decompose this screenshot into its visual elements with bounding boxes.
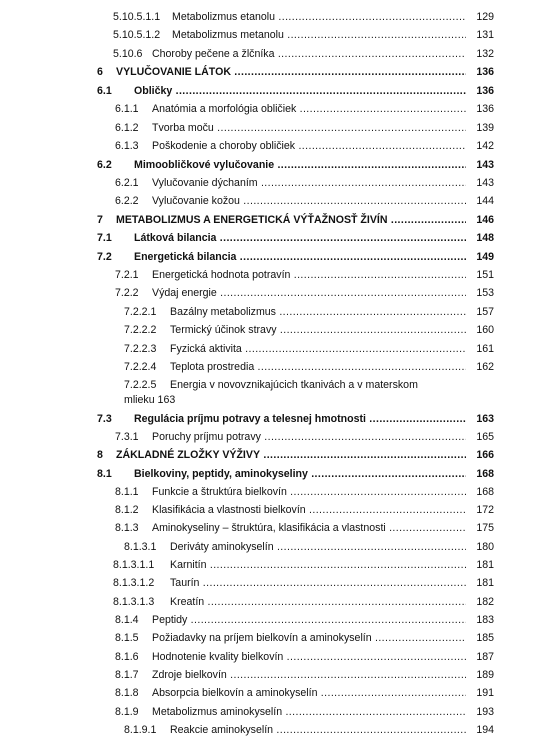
toc-entry-title: Choroby pečene a žlčníka ..... bbox=[152, 46, 468, 63]
toc-entry[interactable] bbox=[0, 175, 560, 192]
toc-entry-page: 146 bbox=[466, 212, 494, 229]
toc-entry[interactable] bbox=[0, 685, 560, 702]
toc-entry[interactable] bbox=[0, 27, 560, 44]
toc-entry[interactable] bbox=[0, 575, 560, 592]
toc-entry-page: 161 bbox=[466, 341, 494, 358]
toc-entry-number: 8.1.1 bbox=[115, 486, 139, 498]
toc-entry-number: 7.2.2.3 bbox=[124, 343, 157, 355]
toc-entry-title-continued: mlieku 163 bbox=[124, 394, 176, 406]
toc-entry-title: Absorpcia bielkovín a aminokyselín ..... bbox=[152, 685, 468, 702]
toc-entry-title: Funkcie a štruktúra bielkovín ..... bbox=[152, 484, 468, 501]
toc-entry-page: 185 bbox=[466, 630, 494, 647]
toc-entry[interactable] bbox=[0, 557, 560, 574]
toc-entry-number: 8.1.3.1.2 bbox=[113, 577, 155, 589]
toc-entry-title: Poškodenie a choroby obličiek ..... bbox=[152, 138, 468, 155]
toc-entry[interactable] bbox=[0, 612, 560, 629]
toc-entry-title: Energetická hodnota potravín ..... bbox=[152, 267, 468, 284]
toc-entry-number: 7.2.2.2 bbox=[124, 324, 157, 336]
toc-entry-number: 6.2 bbox=[97, 159, 112, 171]
toc-entry-page: 194 bbox=[466, 722, 494, 739]
toc-entry-page: 182 bbox=[466, 594, 494, 611]
toc-entry[interactable] bbox=[0, 722, 560, 739]
toc-entry-number: 7.2 bbox=[97, 251, 112, 263]
toc-entry-title: Reakcie aminokyselín ..... bbox=[170, 722, 468, 739]
toc-entry[interactable] bbox=[0, 359, 560, 376]
toc-entry[interactable] bbox=[0, 429, 560, 446]
toc-entry-title: Obličky ..... bbox=[134, 83, 468, 100]
toc-entry[interactable] bbox=[0, 193, 560, 210]
toc-entry-title: VYLUČOVANIE LÁTOK ..... bbox=[116, 64, 468, 81]
toc-entry-number: 8.1.4 bbox=[115, 614, 139, 626]
toc-entry-number: 8.1.9 bbox=[115, 706, 139, 718]
toc-entry-title: Bazálny metabolizmus ..... bbox=[170, 304, 468, 321]
toc-entry-page: 151 bbox=[466, 267, 494, 284]
toc-entry-title: Hodnotenie kvality bielkovín ..... bbox=[152, 649, 468, 666]
toc-entry-page: 131 bbox=[466, 27, 494, 44]
toc-entry[interactable] bbox=[0, 704, 560, 721]
toc-entry-number: 5.10.5.1.1 bbox=[113, 11, 161, 23]
toc-entry-title: Bielkoviny, peptidy, aminokyseliny ..... bbox=[134, 466, 468, 483]
toc-entry-number: 8.1.3.1.3 bbox=[113, 596, 155, 608]
toc-entry[interactable] bbox=[0, 630, 560, 647]
toc-entry-title: Vylučovanie dýchaním ..... bbox=[152, 175, 468, 192]
toc-entry-number: 8.1.7 bbox=[115, 669, 139, 681]
toc-entry-page: 162 bbox=[466, 359, 494, 376]
toc-entry-title: Regulácia príjmu potravy a telesnej hmotnosti ..... bbox=[134, 411, 468, 428]
toc-entry-page: 142 bbox=[466, 138, 494, 155]
toc-entry-page: 157 bbox=[466, 304, 494, 321]
toc-entry-page: 181 bbox=[466, 575, 494, 592]
toc-entry-number: 7.2.2.4 bbox=[124, 361, 157, 373]
toc-entry[interactable] bbox=[0, 64, 560, 81]
toc-entry-title: Zdroje bielkovín ..... bbox=[152, 667, 468, 684]
toc-entry[interactable] bbox=[0, 83, 560, 100]
toc-entry-title: Vylučovanie kožou ..... bbox=[152, 193, 468, 210]
toc-entry-title: Požiadavky na príjem bielkovín a aminokyselín ..... bbox=[152, 630, 468, 647]
toc-entry-title: Tvorba moču ..... bbox=[152, 120, 468, 137]
toc-entry-title: Fyzická aktivita ..... bbox=[170, 341, 468, 358]
toc-entry-page: 143 bbox=[466, 175, 494, 192]
toc-entry[interactable] bbox=[0, 230, 560, 247]
toc-entry[interactable] bbox=[0, 466, 560, 483]
toc-entry-title: Klasifikácia a vlastnosti bielkovín ..... bbox=[152, 502, 468, 519]
toc-entry-title: Anatómia a morfológia obličiek ..... bbox=[152, 101, 468, 118]
toc-entry-page: 129 bbox=[466, 9, 494, 26]
toc-entry-title: ZÁKLADNÉ ZLOŽKY VÝŽIVY ..... bbox=[116, 447, 468, 464]
toc-entry-page: 136 bbox=[466, 101, 494, 118]
toc-entry-number: 7.1 bbox=[97, 232, 112, 244]
toc-entry[interactable] bbox=[0, 594, 560, 611]
toc-entry-page: 148 bbox=[466, 230, 494, 247]
toc-entry-title: Karnitín ..... bbox=[170, 557, 468, 574]
toc-entry[interactable] bbox=[0, 520, 560, 537]
toc-entry[interactable] bbox=[0, 447, 560, 464]
toc-entry-title: Energetická bilancia ..... bbox=[134, 249, 468, 266]
toc-entry[interactable] bbox=[0, 377, 560, 411]
toc-entry-page: 160 bbox=[466, 322, 494, 339]
toc-entry-page: 136 bbox=[466, 83, 494, 100]
toc-entry-page: 165 bbox=[466, 429, 494, 446]
toc-entry-number: 8.1 bbox=[97, 468, 112, 480]
toc-entry[interactable] bbox=[0, 667, 560, 684]
toc-entry-title: Teplota prostredia ..... bbox=[170, 359, 468, 376]
toc-entry-page: 181 bbox=[466, 557, 494, 574]
toc-entry-page: 143 bbox=[466, 157, 494, 174]
toc-entry-title: Energia v novovznikajúcich tkanivách a v materskom bbox=[170, 379, 418, 391]
toc-entry[interactable] bbox=[0, 46, 560, 63]
toc-entry[interactable] bbox=[0, 249, 560, 266]
toc-entry[interactable] bbox=[0, 649, 560, 666]
toc-entry-number: 7.3 bbox=[97, 413, 112, 425]
toc-entry-page: 163 bbox=[466, 411, 494, 428]
toc-entry-number: 7.3.1 bbox=[115, 431, 139, 443]
toc-entry-number: 6.1.1 bbox=[115, 103, 139, 115]
toc-entry[interactable] bbox=[0, 9, 560, 26]
toc-entry-number: 7.2.2.5 bbox=[124, 379, 157, 391]
toc-entry-page: 136 bbox=[466, 64, 494, 81]
toc-entry-title: Mimoobličkové vylučovanie ..... bbox=[134, 157, 468, 174]
toc-entry-title: Metabolizmus aminokyselín ..... bbox=[152, 704, 468, 721]
toc-entry[interactable] bbox=[0, 341, 560, 358]
toc-entry-title: Aminokyseliny – štruktúra, klasifikácia a vlastnosti ..... bbox=[152, 520, 468, 537]
toc-entry-number: 6.2.2 bbox=[115, 195, 139, 207]
toc-entry[interactable] bbox=[0, 120, 560, 137]
toc-entry-title: Deriváty aminokyselín ..... bbox=[170, 539, 468, 556]
toc-entry-number: 6.1.3 bbox=[115, 140, 139, 152]
toc-entry[interactable] bbox=[0, 267, 560, 284]
toc-entry-page: 153 bbox=[466, 285, 494, 302]
toc-entry-page: 187 bbox=[466, 649, 494, 666]
toc-entry-number: 8.1.3.1.1 bbox=[113, 559, 155, 571]
toc-entry-page: 175 bbox=[466, 520, 494, 537]
toc-entry-number: 8.1.5 bbox=[115, 632, 139, 644]
toc-entry-title: Poruchy príjmu potravy ..... bbox=[152, 429, 468, 446]
toc-entry-number: 8.1.2 bbox=[115, 504, 139, 516]
toc-entry-number: 7.2.2.1 bbox=[124, 306, 157, 318]
toc-entry[interactable] bbox=[0, 322, 560, 339]
toc-entry-page: 180 bbox=[466, 539, 494, 556]
toc-entry-number: 6.2.1 bbox=[115, 177, 139, 189]
toc-entry-page: 183 bbox=[466, 612, 494, 629]
toc-entry[interactable] bbox=[0, 101, 560, 118]
toc-entry-number: 5.10.6 bbox=[113, 48, 143, 60]
toc-entry-title: Termický účinok stravy ..... bbox=[170, 322, 468, 339]
toc-entry[interactable] bbox=[0, 539, 560, 556]
toc-entry-page: 191 bbox=[466, 685, 494, 702]
toc-entry-page: 168 bbox=[466, 484, 494, 501]
toc-entry-title: Kreatín ..... bbox=[170, 594, 468, 611]
toc-entry-number: 8.1.3 bbox=[115, 522, 139, 534]
toc-entry-number: 7.2.2 bbox=[115, 287, 139, 299]
toc-entry-page: 193 bbox=[466, 704, 494, 721]
toc-entry-number: 5.10.5.1.2 bbox=[113, 29, 161, 41]
toc-entry-number: 8.1.8 bbox=[115, 687, 139, 699]
toc-entry-number: 6.1 bbox=[97, 85, 112, 97]
toc-entry-number: 8.1.3.1 bbox=[124, 541, 157, 553]
toc-entry-number: 6 bbox=[97, 66, 103, 78]
toc-entry-title: Výdaj energie ..... bbox=[152, 285, 468, 302]
toc-entry-page: 144 bbox=[466, 193, 494, 210]
toc-entry-number: 7.2.1 bbox=[115, 269, 139, 281]
toc-entry-number: 8.1.6 bbox=[115, 651, 139, 663]
toc-entry-page: 189 bbox=[466, 667, 494, 684]
toc-entry-page: 132 bbox=[466, 46, 494, 63]
toc-entry-number: 6.1.2 bbox=[115, 122, 139, 134]
toc-entry-title: Taurín ..... bbox=[170, 575, 468, 592]
toc-entry-number: 7 bbox=[97, 214, 103, 226]
toc-entry-number: 8.1.9.1 bbox=[124, 724, 157, 736]
toc-entry[interactable] bbox=[0, 285, 560, 302]
toc-entry-title: METABOLIZMUS A ENERGETICKÁ VÝŤAŽNOSŤ ŽIVÍN ..... bbox=[116, 212, 468, 229]
toc-entry[interactable] bbox=[0, 411, 560, 428]
toc-entry-number: 8 bbox=[97, 449, 103, 461]
toc-entry-page: 139 bbox=[466, 120, 494, 137]
toc-entry-title: Metabolizmus etanolu ..... bbox=[172, 9, 468, 26]
toc-entry[interactable] bbox=[0, 502, 560, 519]
toc-entry[interactable] bbox=[0, 304, 560, 321]
toc-entry[interactable] bbox=[0, 484, 560, 501]
toc-entry-page: 168 bbox=[466, 466, 494, 483]
toc-entry-title: Metabolizmus metanolu ..... bbox=[172, 27, 468, 44]
toc-entry[interactable] bbox=[0, 138, 560, 155]
toc-entry-title: Peptidy ..... bbox=[152, 612, 468, 629]
toc-entry-title: Látková bilancia ..... bbox=[134, 230, 468, 247]
toc-entry-page: 172 bbox=[466, 502, 494, 519]
toc-entry[interactable] bbox=[0, 212, 560, 229]
toc-entry[interactable] bbox=[0, 157, 560, 174]
toc-entry-page: 149 bbox=[466, 249, 494, 266]
toc-entry-page: 166 bbox=[466, 447, 494, 464]
